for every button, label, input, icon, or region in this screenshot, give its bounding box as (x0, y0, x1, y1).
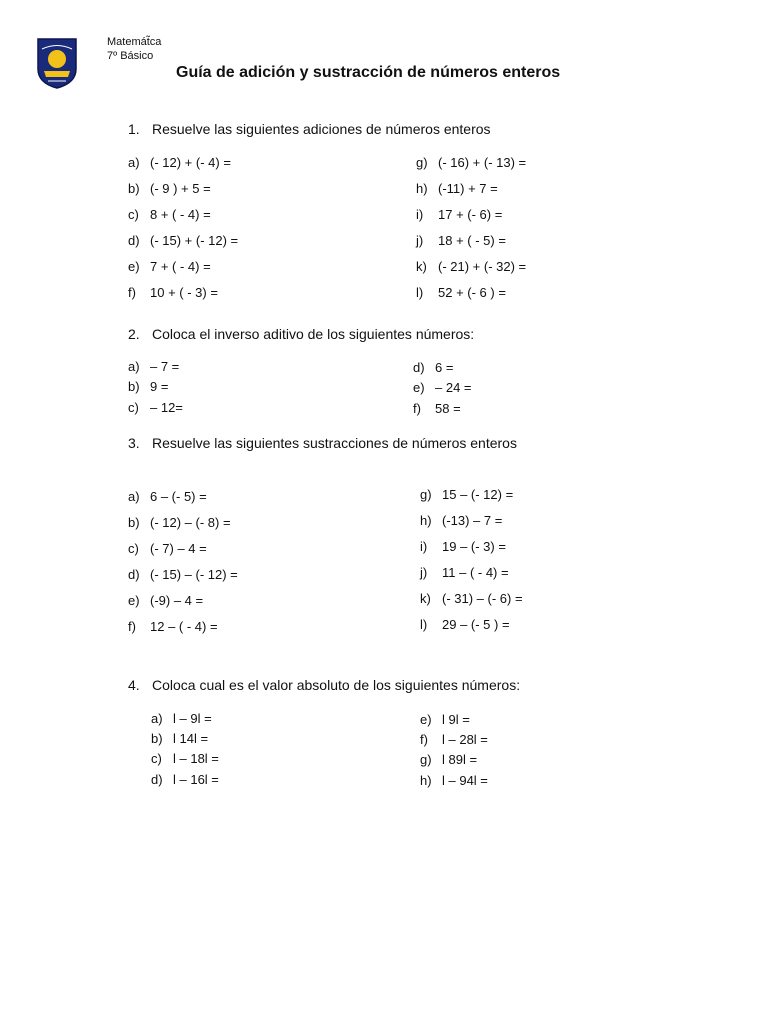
item-label: d) (151, 772, 163, 787)
list-item (413, 360, 453, 375)
list-item (128, 285, 218, 300)
list-item (128, 207, 211, 222)
section-heading-text: Resuelve las siguientes sustracciones de números enteros (152, 435, 517, 451)
item-label: e) (420, 712, 432, 727)
item-expression: l 9l = (442, 712, 470, 727)
item-expression: (-13) – 7 = (442, 513, 503, 528)
item-label: h) (420, 773, 432, 788)
item-label: l) (420, 617, 428, 632)
item-expression: 12 – ( - 4) = (150, 619, 218, 634)
item-label: h) (416, 181, 428, 196)
item-expression: 18 + ( - 5) = (438, 233, 506, 248)
list-item (420, 712, 470, 727)
item-expression: 15 – (- 12) = (442, 487, 514, 502)
section-heading-text: Resuelve las siguientes adiciones de números enteros (152, 121, 491, 137)
item-expression: (- 7) – 4 = (150, 541, 207, 556)
list-item (151, 731, 208, 746)
list-item (416, 207, 502, 222)
item-label: j) (416, 233, 424, 248)
list-item (128, 489, 207, 504)
item-label: l) (416, 285, 424, 300)
item-label: d) (413, 360, 425, 375)
item-expression: (- 12) + (- 4) = (150, 155, 231, 170)
item-label: k) (416, 259, 427, 274)
list-item (420, 732, 488, 747)
list-item (128, 233, 238, 248)
item-expression: l – 28l = (442, 732, 488, 747)
item-expression: l 14l = (173, 731, 209, 746)
item-label: b) (128, 515, 140, 530)
item-label: g) (416, 155, 428, 170)
list-item (128, 400, 183, 415)
item-label: c) (151, 751, 162, 766)
item-label: d) (128, 567, 140, 582)
item-label: i) (420, 539, 428, 554)
item-label: i) (416, 207, 424, 222)
list-item (416, 233, 506, 248)
list-item (416, 285, 506, 300)
list-item (420, 539, 506, 554)
list-item (128, 619, 218, 634)
item-label: e) (128, 593, 140, 608)
item-expression: 10 + ( - 3) = (150, 285, 218, 300)
section-number: 3. (128, 435, 140, 451)
item-expression: (- 21) + (- 32) = (438, 259, 527, 274)
section-number: 2. (128, 326, 140, 342)
section-4-heading (128, 677, 520, 693)
item-label: h) (420, 513, 432, 528)
item-label: d) (128, 233, 140, 248)
list-item (128, 541, 207, 556)
list-item (416, 181, 498, 196)
item-expression: (- 15) + (- 12) = (150, 233, 239, 248)
subject-label: Matemát̃ca (107, 36, 162, 48)
item-label: f) (413, 401, 421, 416)
item-expression: 7 + ( - 4) = (150, 259, 211, 274)
item-expression: 58 = (435, 401, 461, 416)
item-expression: l – 94l = (442, 773, 488, 788)
list-item (420, 752, 477, 767)
section-heading-text: Coloca el inverso aditivo de los siguientes números: (152, 326, 475, 342)
item-label: e) (128, 259, 140, 274)
item-expression: 52 + (- 6 ) = (438, 285, 506, 300)
item-expression: 9 = (150, 379, 169, 394)
list-item (128, 359, 179, 374)
item-expression: (-9) – 4 = (150, 593, 204, 608)
item-label: b) (128, 379, 140, 394)
item-label: f) (128, 619, 136, 634)
list-item (416, 259, 526, 274)
list-item (151, 711, 212, 726)
item-expression: 6 = (435, 360, 454, 375)
item-label: k) (420, 591, 431, 606)
item-expression: 29 – (- 5 ) = (442, 617, 510, 632)
list-item (420, 617, 510, 632)
list-item (420, 565, 509, 580)
grade-label: 7º Básico (107, 50, 154, 62)
section-2-heading (128, 326, 474, 342)
item-label: g) (420, 752, 432, 767)
item-expression: (- 15) – (- 12) = (150, 567, 238, 582)
item-expression: (- 31) – (- 6) = (442, 591, 523, 606)
item-label: b) (151, 731, 163, 746)
item-label: b) (128, 181, 140, 196)
item-label: a) (128, 359, 140, 374)
item-expression: l – 9l = (173, 711, 212, 726)
list-item (420, 773, 488, 788)
section-number: 1. (128, 121, 140, 137)
item-label: a) (128, 489, 140, 504)
list-item (420, 591, 523, 606)
section-3-heading (128, 435, 517, 451)
item-expression: – 7 = (150, 359, 180, 374)
item-expression: 8 + ( - 4) = (150, 207, 211, 222)
list-item (128, 379, 168, 394)
item-label: f) (128, 285, 136, 300)
item-expression: l 89l = (442, 752, 478, 767)
page-title: Guía de adición y sustracción de números enteros (176, 64, 561, 81)
list-item (128, 181, 211, 196)
item-expression: 19 – (- 3) = (442, 539, 506, 554)
list-item (420, 487, 513, 502)
list-item (420, 513, 502, 528)
item-expression: (- 9 ) + 5 = (150, 181, 211, 196)
item-label: g) (420, 487, 432, 502)
list-item (151, 751, 219, 766)
list-item (128, 155, 231, 170)
item-label: c) (128, 207, 139, 222)
item-expression: (-11) + 7 = (438, 181, 498, 196)
item-label: c) (128, 400, 139, 415)
item-label: j) (420, 565, 428, 580)
item-expression: – 24 = (435, 380, 472, 395)
item-label: c) (128, 541, 139, 556)
item-expression: 11 – ( - 4) = (442, 565, 509, 580)
item-expression: (- 16) + (- 13) = (438, 155, 527, 170)
item-expression: (- 12) – (- 8) = (150, 515, 231, 530)
item-expression: 17 + (- 6) = (438, 207, 503, 222)
list-item (128, 567, 238, 582)
list-item (151, 772, 219, 787)
list-item (128, 593, 203, 608)
school-crest-logo (36, 37, 78, 89)
item-label: a) (151, 711, 163, 726)
item-expression: l – 16l = (173, 772, 219, 787)
item-expression: – 12= (150, 400, 183, 415)
item-expression: 6 – (- 5) = (150, 489, 207, 504)
list-item (413, 401, 461, 416)
section-1-heading (128, 121, 491, 137)
item-expression: l – 18l = (173, 751, 219, 766)
list-item (128, 259, 211, 274)
item-label: a) (128, 155, 140, 170)
list-item (413, 380, 472, 395)
list-item (128, 515, 231, 530)
item-label: f) (420, 732, 428, 747)
list-item (416, 155, 526, 170)
section-heading-text: Coloca cual es el valor absoluto de los siguientes números: (152, 677, 521, 693)
item-label: e) (413, 380, 425, 395)
section-number: 4. (128, 677, 140, 693)
